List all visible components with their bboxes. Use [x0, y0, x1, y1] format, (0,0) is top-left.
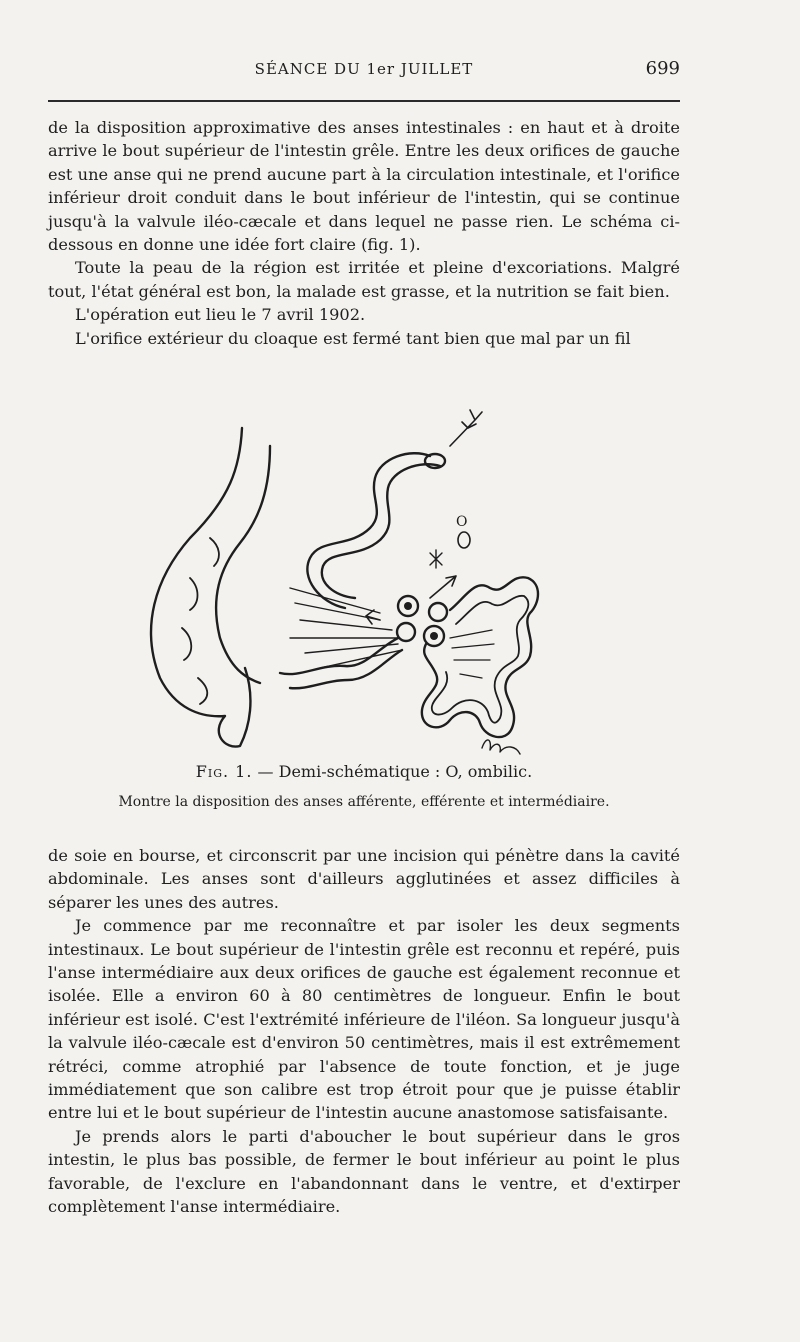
paragraph: L'opération eut lieu le 7 avril 1902.	[75, 305, 366, 325]
figure-caption-label: Fig. 1.	[195, 762, 253, 781]
figure-caption-text: — Demi-schématique : O, ombilic.	[257, 762, 533, 781]
mesentery-lines	[290, 588, 402, 668]
efferent-loop	[422, 577, 538, 737]
colon-inner-edge	[216, 446, 270, 683]
intestine-drawing	[130, 398, 550, 768]
paragraph: L'orifice extérieur du cloaque est fermé tant bien que mal par un fil	[75, 328, 631, 348]
arrow-tuft	[450, 410, 482, 446]
afferent-loop	[307, 453, 440, 608]
orifice	[429, 603, 447, 621]
top-text-block	[48, 116, 680, 350]
page-number: 699	[645, 58, 680, 79]
efferent-fan-lines	[450, 630, 494, 678]
orifice	[397, 623, 415, 641]
paragraph: Je commence par me reconnaître et par isoler les deux segments intestinaux. Le bout supérieur de l'intestin grêle est reconnu et repéré, puis l'anse intermédiaire aux deux orifices de gauche est également reconnue et isolée. Elle a environ 60 à 80 centimètres de longueur. Enfin le bout inférieur est isolé. C'est l'extrémité inférieure de l'iléon. Sa longueur jusqu'à la valvule iléo-cæcale est d'environ 50 centimètres, mais il est extrêmement rétréci, comme atrophié par l'absence de toute fonction, et je juge immédiatement que son calibre est trop étroit pour que je puisse établir entre lui et le bout supérieur de l'intestin aucune anastomose satisfaisante.	[48, 916, 680, 1123]
paragraph: Toute la peau de la région est irritée et pleine d'excoriations. Malgré tout, l'état général est bon, la malade est grasse, et la nutrition se fait bien.	[48, 258, 680, 301]
colon-haustra	[182, 538, 219, 704]
paragraph: de soie en bourse, et circonscrit par une incision qui pénètre dans la cavité abdominale. Les anses sont d'ailleurs agglutinées et assez difficiles à séparer les unes des autres.	[48, 846, 680, 912]
figure-caption	[48, 762, 680, 781]
colon-outline	[151, 428, 250, 747]
page-header	[48, 58, 680, 88]
figure-subcaption: Montre la disposition des anses afférente, efférente et intermédiaire.	[118, 794, 610, 810]
pointer-arrow	[430, 576, 456, 598]
paragraph: de la disposition approximative des anses intestinales : en haut et à droite arrive le bout supérieur de l'intestin grêle. Entre les deux orifices de gauche est une anse qui ne prend aucune part à la circulation intestinale, et l'orifice inférieur droit conduit dans le bout inférieur de l'intestin, qui se continue jusqu'à la valvule iléo-cæcale et dans lequel ne passe rien. Le schéma ci-dessous en donne une idée fort claire (fig. 1).	[48, 118, 680, 255]
intestine-figure	[130, 398, 550, 768]
paragraph: Je prends alors le parti d'aboucher le bout supérieur dans le gros intestin, le plus bas possible, de fermer le bout inférieur au point le plus favorable, de l'exclure en l'abandonnant dans le ventre, et d'extirper complètement l'anse intermédiaire.	[48, 1126, 680, 1217]
ombilic-mark	[458, 532, 470, 548]
artist-signature	[482, 740, 520, 754]
header-rule	[48, 100, 680, 102]
small-star	[430, 550, 442, 568]
running-title: SÉANCE DU 1er JUILLET	[254, 60, 474, 78]
ombilic-label: O	[456, 514, 468, 530]
bottom-text-block	[48, 844, 680, 1219]
